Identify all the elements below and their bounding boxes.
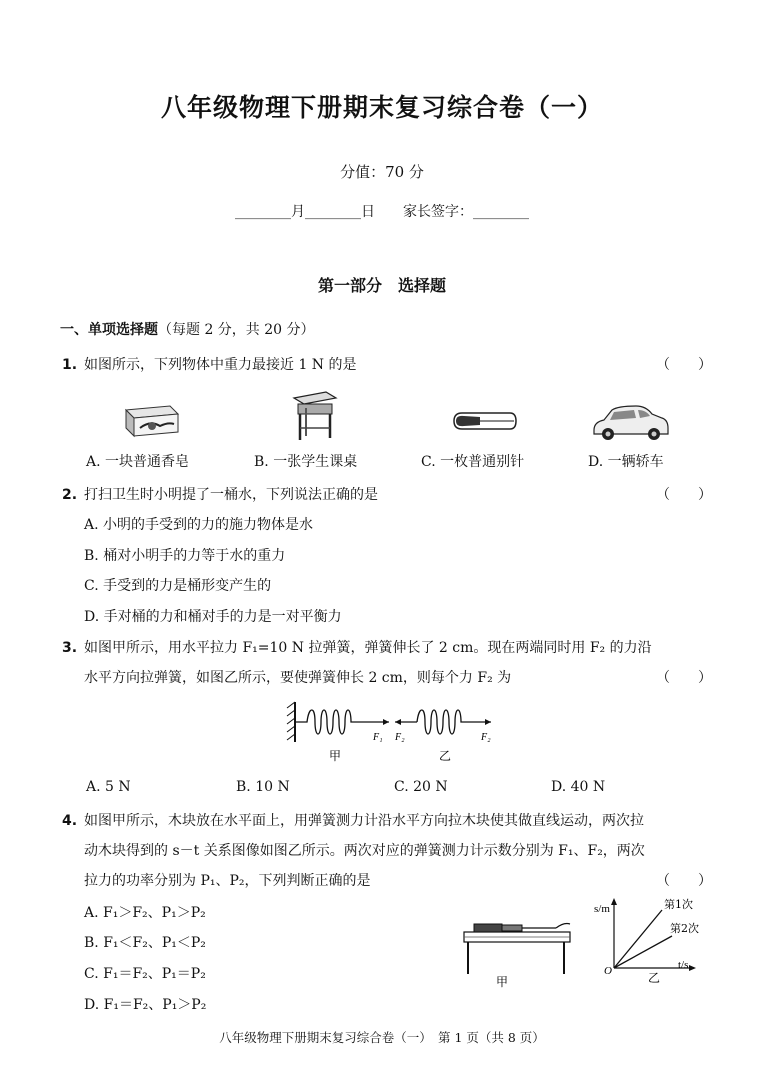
- date-signature-line: ________月________日 家长签字：________: [235, 204, 529, 220]
- question-text-line2: 动木块得到的 s－t 关系图像如图乙所示。两次对应的弹簧测力计示数分别为 F₁、F₂，两次: [84, 843, 645, 859]
- f2-left-label: F₂: [395, 732, 405, 743]
- question-number: 2.: [62, 487, 78, 503]
- x-axis-label: t/s: [678, 959, 689, 971]
- table-block-figure: [460, 918, 580, 992]
- option-d: D. 一辆轿车: [588, 454, 664, 470]
- option-c: C. 20 N: [394, 779, 448, 795]
- option-c: C. 手受到的力是桶形变产生的: [84, 578, 272, 594]
- option-b: B. 10 N: [236, 779, 290, 795]
- series-second-label: 第2次: [670, 922, 699, 935]
- origin-label: O: [604, 965, 612, 977]
- answer-paren: （ ）: [656, 487, 712, 503]
- option-a: A. 一块普通香皂: [86, 454, 190, 470]
- question-4: [62, 810, 644, 830]
- question-text: 打扫卫生时小明提了一桶水，下列说法正确的是: [84, 487, 378, 503]
- question-text-line3: 拉力的功率分别为 P₁、P₂，下列判断正确的是: [84, 873, 371, 889]
- option-c: C. 一枚普通别针: [421, 454, 525, 470]
- desk-image: [290, 388, 340, 446]
- score-line: 分值：70 分: [340, 163, 424, 181]
- y-axis-label: s/m: [594, 903, 610, 915]
- option-b: B. F₁＜F₂、P₁＜P₂: [84, 935, 206, 951]
- figure-jia-label: 甲: [329, 749, 342, 763]
- f2-right-label: F₂: [481, 732, 491, 743]
- option-d: D. F₁＝F₂、P₁＞P₂: [84, 997, 207, 1013]
- option-b: B. 一张学生课桌: [254, 454, 358, 470]
- option-a: A. 小明的手受到的力的施力物体是水: [84, 517, 314, 533]
- section-note: （每题 2 分，共 20 分）: [158, 322, 315, 338]
- option-d: D. 40 N: [551, 779, 606, 795]
- safety-pin-image: [450, 410, 520, 432]
- figure-yi-label: 乙: [439, 749, 452, 763]
- section-title: 一、单项选择题: [60, 322, 158, 338]
- soap-image: [120, 398, 182, 440]
- st-graph: [588, 894, 718, 984]
- section-heading: [60, 319, 315, 339]
- question-text-line2: 水平方向拉弹簧，如图乙所示，要使弹簧伸长 2 cm，则每个力 F₂ 为: [84, 670, 512, 686]
- figure-yi-label: 乙: [648, 971, 661, 984]
- question-number: 3.: [62, 640, 78, 656]
- answer-paren: （ ）: [656, 873, 712, 889]
- option-a: A. 5 N: [86, 779, 131, 795]
- page-title: 八年级物理下册期末复习综合卷（一）: [160, 93, 603, 122]
- question-text-line1: 如图甲所示，用水平拉力 F₁=10 N 拉弹簧，弹簧伸长了 2 cm。现在两端同时用 F₂ 的力沿: [84, 640, 652, 656]
- page-footer: 八年级物理下册期末复习综合卷（一） 第 1 页（共 8 页）: [219, 1030, 545, 1045]
- question-number: 4.: [62, 813, 78, 829]
- question-1: [62, 354, 357, 374]
- option-b: B. 桶对小明手的力等于水的重力: [84, 548, 286, 564]
- car-image: [590, 400, 670, 444]
- option-d: D. 手对桶的力和桶对手的力是一对平衡力: [84, 609, 342, 625]
- series-first-label: 第1次: [664, 898, 693, 911]
- question-number: 1.: [62, 357, 78, 373]
- question-3: [62, 637, 652, 657]
- part-heading: 第一部分 选择题: [317, 276, 446, 295]
- question-text: 如图所示，下列物体中重力最接近 1 N 的是: [84, 357, 357, 373]
- question-2: [62, 484, 378, 504]
- spring-figure: [285, 698, 505, 768]
- figure-jia-label: 甲: [496, 975, 509, 989]
- answer-paren: （ ）: [656, 357, 712, 373]
- option-a: A. F₁＞F₂、P₁＞P₂: [84, 905, 206, 921]
- answer-paren: （ ）: [656, 670, 712, 686]
- f1-label: F₁: [373, 732, 383, 743]
- question-text-line1: 如图甲所示，木块放在水平面上，用弹簧测力计沿水平方向拉木块使其做直线运动，两次拉: [84, 813, 644, 829]
- option-c: C. F₁＝F₂、P₁＝P₂: [84, 966, 206, 982]
